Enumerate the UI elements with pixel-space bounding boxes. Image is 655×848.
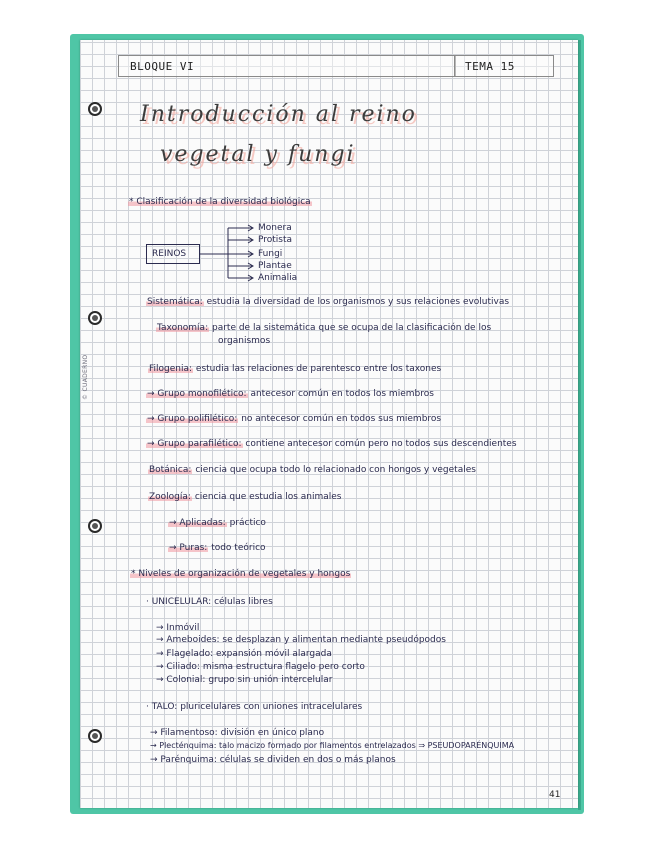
unicelular-label: · UNICELULAR: células libres — [146, 597, 273, 607]
talo-item: → Filamentoso: división en único plano — [150, 728, 325, 738]
definition-row: organismos — [218, 336, 271, 346]
section1-heading: * Clasificación de la diversidad biológica — [129, 197, 311, 207]
definition-row: → Grupo polifilético: no antecesor común en todos sus miembros — [147, 414, 442, 424]
reino-item: Protista — [258, 235, 293, 245]
brand-watermark: © CUADERNO — [82, 354, 89, 400]
page-title-line2: vegetal y fungi — [160, 142, 356, 167]
binder-hole-icon — [88, 729, 102, 743]
bloque-label: BLOQUE VI — [130, 60, 195, 73]
talo-item: → Plecténquima: talo macizo formado por filamentos entrelazados ⇒ PSEUDOPARÉNQUIMA — [150, 741, 515, 750]
reino-item: Fungi — [258, 249, 283, 259]
binder-hole-icon — [88, 102, 102, 116]
unicelular-item: → Ameboides: se desplazan y alimentan mediante pseudópodos — [156, 635, 446, 645]
reino-item: Monera — [258, 223, 292, 233]
definition-row: Zoología: ciencia que estudia los animales — [149, 492, 342, 502]
definition-row: → Puras: todo teórico — [169, 543, 266, 553]
reino-item: Plantae — [258, 261, 292, 271]
reinos-label: REINOS — [152, 249, 187, 259]
definition-row: Botánica: ciencia que ocupa todo lo relacionado con hongos y vegetales — [149, 465, 476, 475]
definition-row: Taxonomía: parte de la sistemática que se ocupa de la clasificación de los — [157, 323, 492, 333]
page-number: 41 — [549, 790, 561, 800]
unicelular-item: → Ciliado: misma estructura flagelo pero corto — [156, 662, 365, 672]
tema-label: TEMA 15 — [465, 60, 515, 73]
unicelular-item: → Flagelado: expansión móvil alargada — [156, 649, 332, 659]
definition-row: Filogenia: estudia las relaciones de parentesco entre los taxones — [149, 364, 442, 374]
definition-row: → Aplicadas: práctico — [169, 518, 266, 528]
reinos-branch-lines — [198, 220, 260, 282]
definition-row: → Grupo monofilético: antecesor común en todos los miembros — [147, 389, 434, 399]
unicelular-item: → Colonial: grupo sin unión intercelular — [156, 675, 333, 685]
talo-label: · TALO: pluricelulares con uniones intracelulares — [146, 702, 363, 712]
page-title-line1: Introducción al reino — [140, 102, 417, 127]
binder-hole-icon — [88, 311, 102, 325]
definition-row: → Grupo parafilético: contiene antecesor común pero no todos sus descendientes — [147, 439, 517, 449]
definition-row: Sistemática: estudia la diversidad de los organismos y sus relaciones evolutivas — [147, 297, 510, 307]
unicelular-item: → Inmóvil — [156, 623, 200, 633]
talo-item: → Parénquima: células se dividen en dos o más planos — [150, 755, 396, 765]
binder-hole-icon — [88, 519, 102, 533]
green-edge — [578, 40, 581, 810]
section2-heading: * Niveles de organización de vegetales y hongos — [131, 569, 351, 579]
reino-item: Animalia — [258, 273, 298, 283]
